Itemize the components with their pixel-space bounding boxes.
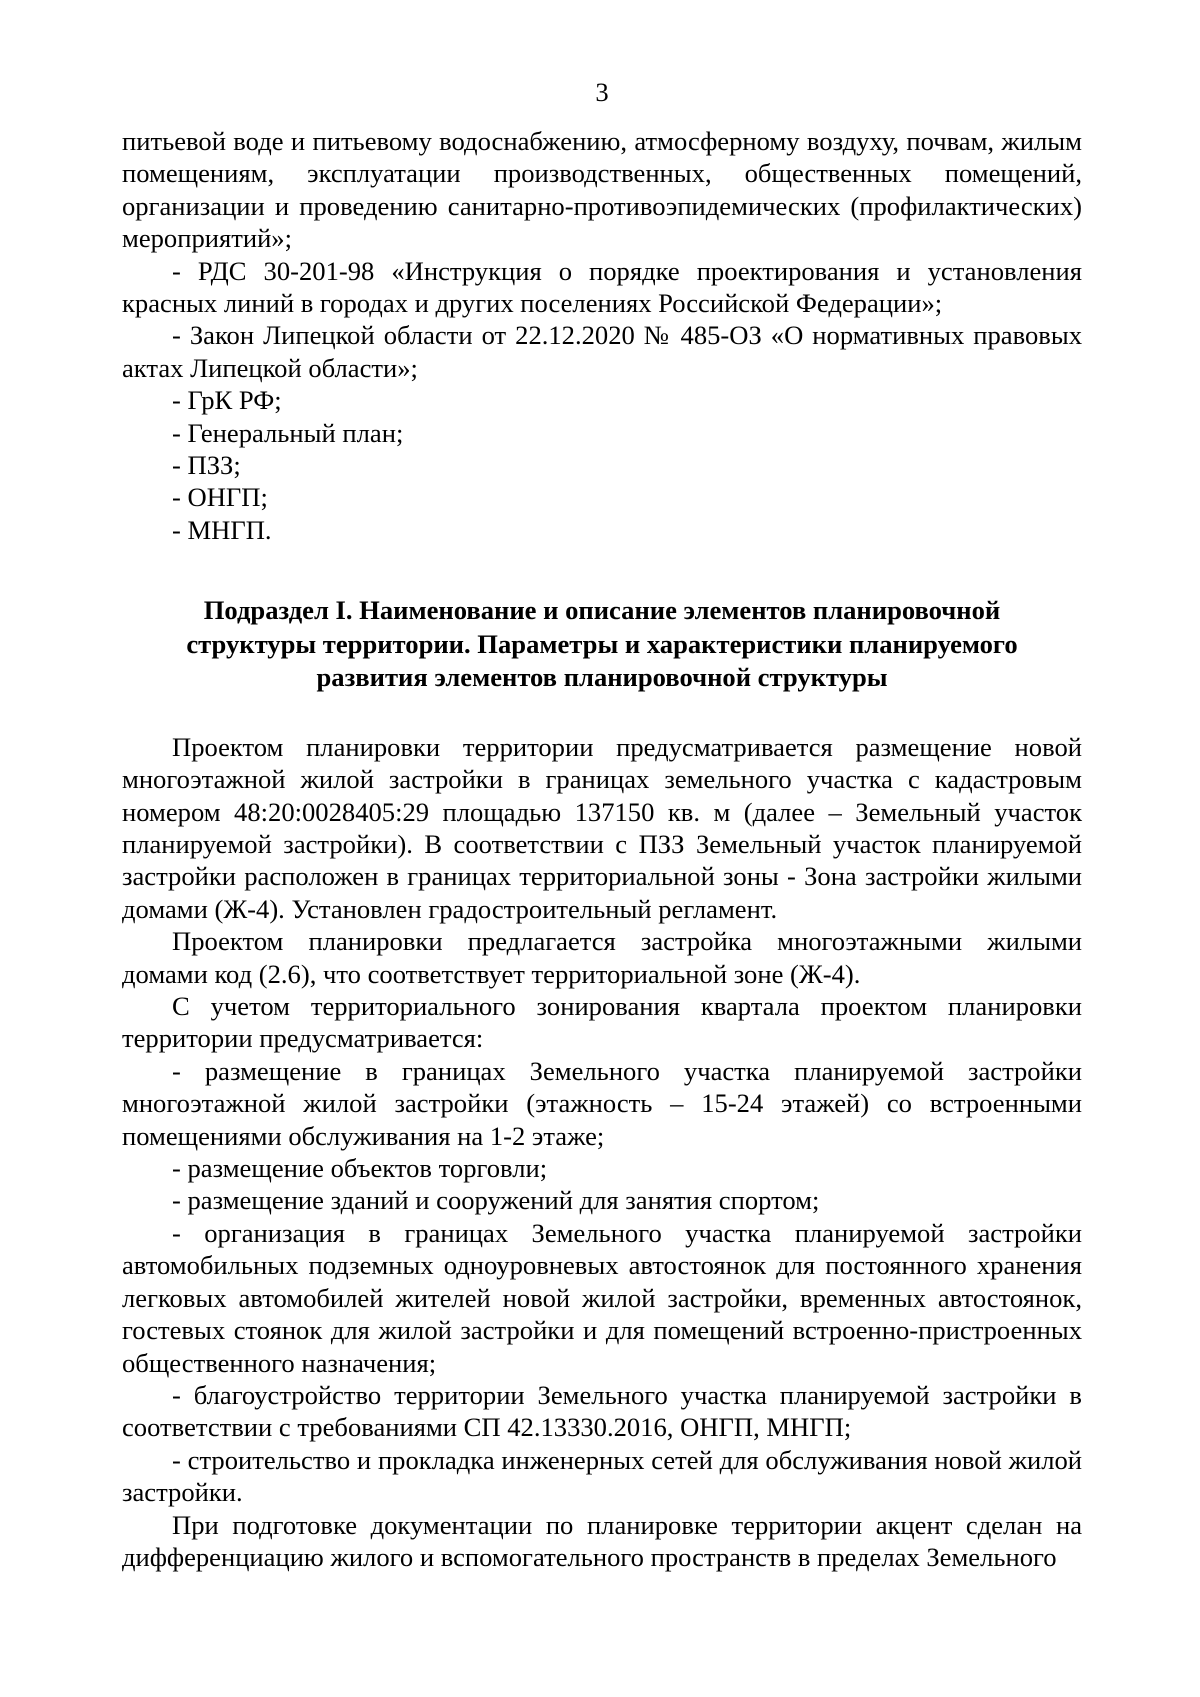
page-number: 3	[595, 77, 609, 107]
heading-line: развития элементов планировочной структуры	[316, 662, 888, 693]
paragraph-lipetsk-law: - Закон Липецкой области от 22.12.2020 № 485-ОЗ «О нормативных правовых актах Липецкой области»;	[122, 320, 1082, 383]
section-body	[122, 731, 1082, 1574]
list-item-general-plan: - Генеральный план;	[172, 417, 404, 448]
section-heading	[122, 594, 1082, 695]
list-item-ongp: - ОНГП;	[172, 482, 268, 513]
list-item-trade: - размещение объектов торговли;	[172, 1153, 548, 1184]
list-item-landscaping: - благоустройство территории Земельного участка планируемой застройки в соответствии с требованиями СП 42.13330.2016, ОНГП, МНГП;	[122, 1379, 1082, 1443]
paragraph-zoning-intro: С учетом территориального зонирования квартала проектом планировки территории предусматривается:	[122, 991, 1082, 1054]
list-item-utilities: - строительство и прокладка инженерных сетей для обслуживания новой жилой застройки.	[122, 1444, 1082, 1508]
paragraph-differentiation: При подготовке документации по планировке территории акцент сделан на дифференциацию жилого и вспомогательного пространств в пределах Земельного	[122, 1509, 1082, 1572]
list-item-mngp: - МНГП.	[172, 514, 272, 545]
list-item-pzz: - ПЗЗ;	[172, 450, 241, 481]
heading-line: Подраздел I. Наименование и описание элементов планировочной	[203, 595, 1001, 626]
heading-line: структуры территории. Параметры и характеристики планируемого	[186, 628, 1018, 659]
paragraph-sanitary-requirements: питьевой воде и питьевому водоснабжению, атмосферному воздуху, почвам, жилым помещениям, эксплуатации производственных, общественных помещений, организации и проведению санитарно-противоэпидемических (профилактических) мероприятий»;	[122, 126, 1082, 254]
list-item-grk: - ГрК РФ;	[172, 385, 282, 416]
paragraph-project-description: Проектом планировки территории предусматривается размещение новой многоэтажной жилой застройки в границах земельного участка с кадастровым номером 48:20:0028405:29 площадью 137150 кв. м (далее – Земельный участок планируемой застройки). В соответствии с ПЗЗ Земельный участок планируемой застройки расположен в границах территориальной зоны - Зона застройки жилыми домами (Ж-4). Установлен градостроительный регламент.	[122, 731, 1082, 924]
paragraph-development-code: Проектом планировки предлагается застройка многоэтажными жилыми домами код (2.6), что соответствует территориальной зоне (Ж-4).	[122, 926, 1082, 989]
list-item-parking: - организация в границах Земельного участка планируемой застройки автомобильных подземных одноуровневых автостоянок для постоянного хранения легковых автомобилей жителей новой жилой застройки, временных автостоянок, гостевых стоянок для жилой застройки и для помещений встроенно-пристроенных общественного назначения;	[122, 1217, 1082, 1378]
paragraph-rds-instruction: - РДС 30-201-98 «Инструкция о порядке проектирования и установления красных линий в городах и других поселениях Российской Федерации»;	[122, 255, 1082, 319]
requirements-list	[122, 125, 1082, 546]
list-item-sport: - размещение зданий и сооружений для занятия спортом;	[172, 1185, 820, 1216]
document-page	[122, 76, 1082, 1573]
list-item-residential: - размещение в границах Земельного участка планируемой застройки многоэтажной жилой застройки (этажность – 15-24 этажей) со встроенными помещениями обслуживания на 1-2 этаже;	[122, 1055, 1082, 1151]
